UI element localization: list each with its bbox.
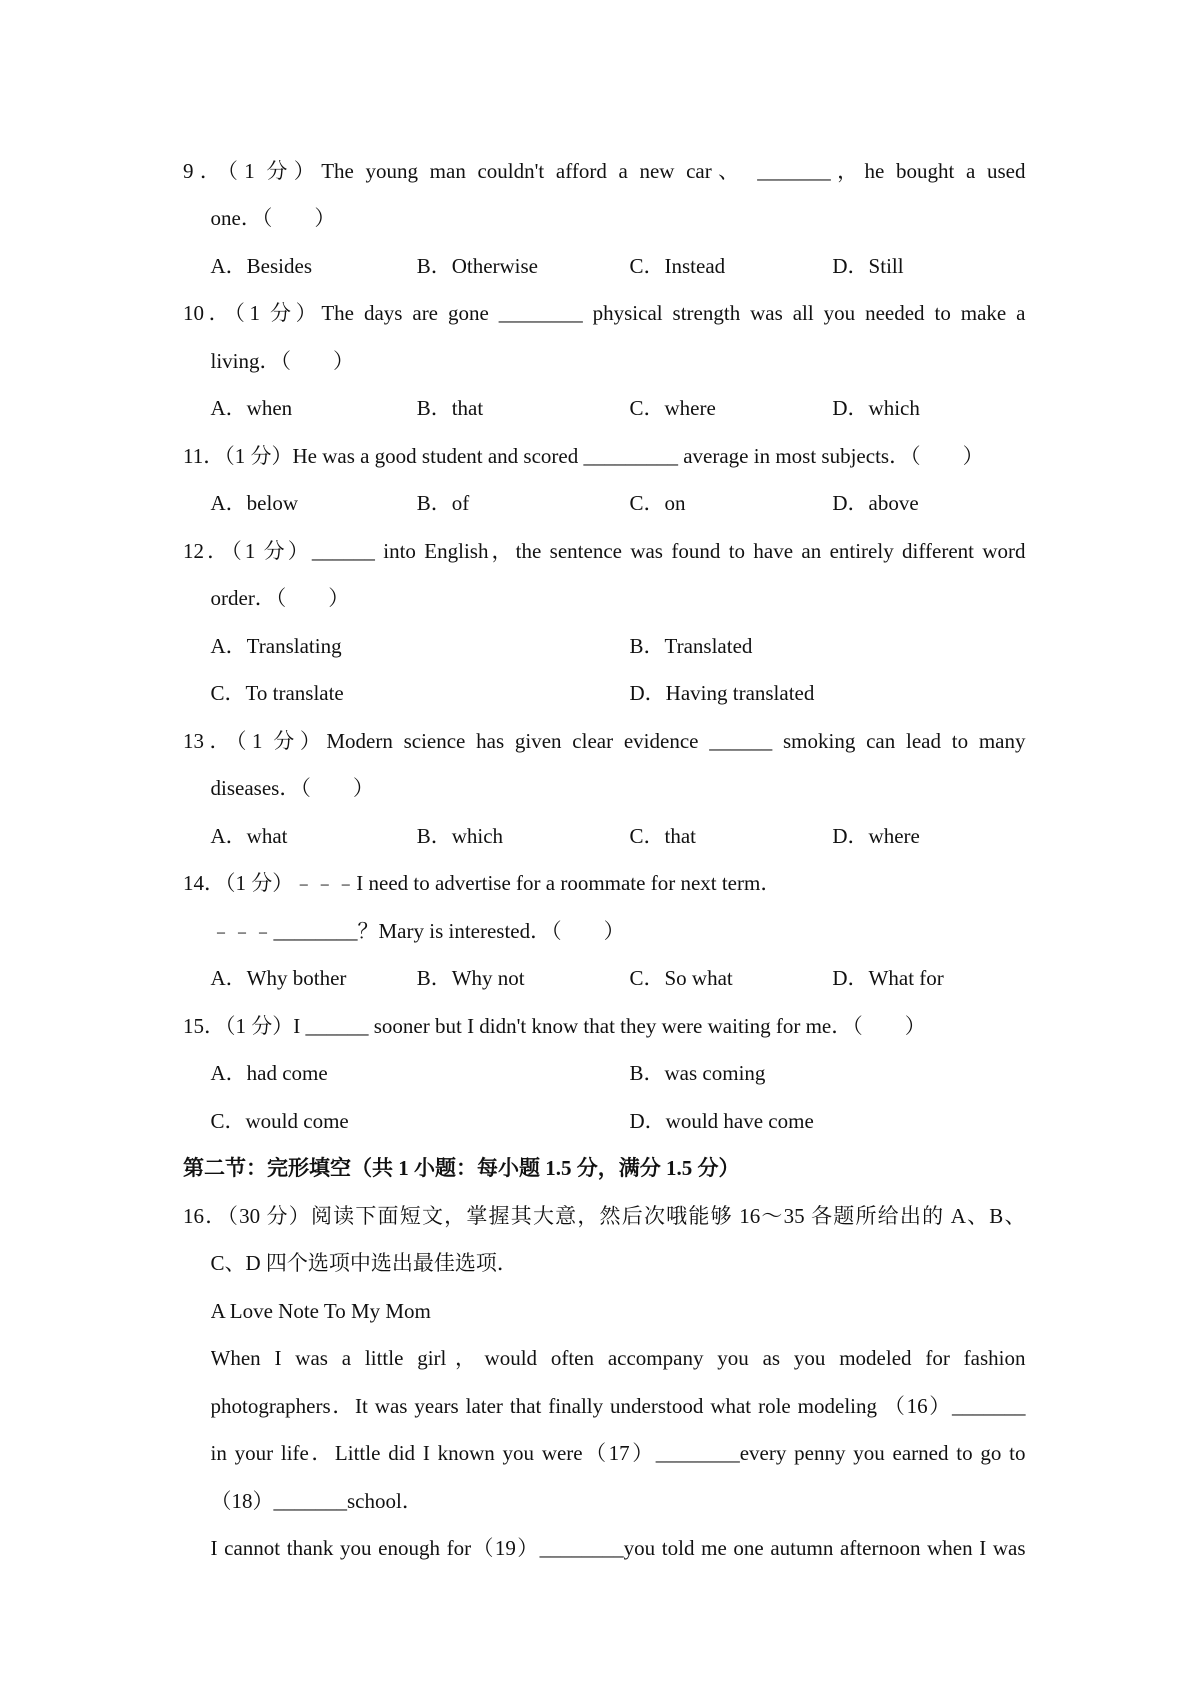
question-15-stem: 15．（1 分）I ______ sooner but I didn't know that they were waiting for me．（ ） [183,1013,926,1038]
option-a: A．Besides [210,253,312,278]
option-d: D．above [832,491,919,515]
option-a: A．what [210,823,288,848]
question-14-stem-continuation: ﹣﹣﹣________？Mary is interested．（ ） [210,918,625,943]
option-b: B．Why not [416,966,525,990]
option-a: A．below [210,491,298,515]
option-d: D．which [832,396,920,420]
option-b: B．Translated [629,633,753,658]
passage-line: photographers．It was years later that finally understood what role modeling （16）_______ [210,1393,1026,1418]
question-12-options-row-2 [183,670,1026,718]
option-a: A．when [210,396,293,420]
option-c: C．would come [210,1108,349,1133]
question-13-stem: 13．（1 分）Modern science has given clear evidence ______ smoking can lead to many [183,728,1026,753]
option-d: D．Still [832,253,904,278]
option-c: C．So what [629,966,733,990]
option-b: B．Otherwise [416,253,539,278]
question-15-options-row-2 [183,1098,1026,1146]
option-d: D．would have come [629,1108,814,1133]
option-a: A．Translating [210,633,342,658]
question-10-stem-continuation: living．（ ） [210,348,355,373]
question-15-options-row-1 [183,1050,1026,1098]
option-c: C．Instead [629,253,726,278]
question-11-stem: 11．（1 分）He was a good student and scored _________ average in most subjects．（ ） [183,443,984,468]
passage-line: in your life．Little did I known you were（17）________every penny you earned to go to [210,1441,1026,1465]
passage-line: （18）_______school． [210,1488,423,1513]
question-9-stem-continuation: one．（ ） [210,206,336,230]
option-c: C．To translate [210,681,344,705]
question-14-options [183,955,1026,1003]
option-b: B．was coming [629,1061,766,1085]
option-a: A．Why bother [210,966,347,990]
question-12-stem-continuation: order．（ ） [210,586,350,610]
exam-page [183,148,1026,1573]
section-heading: 第二节：完形填空（共 1 小题：每小题 1.5 分，满分 1.5 分） [183,1156,740,1180]
question-13-options [183,813,1026,861]
passage-line: When I was a little girl，would often accompany you as you modeled for fashion [210,1346,1026,1370]
question-10-stem: 10．（1 分）The days are gone ________ physical strength was all you needed to make a [183,301,1026,325]
question-13-stem-continuation: diseases．（ ） [210,776,374,800]
question-10-options [183,385,1026,433]
option-c: C．where [629,396,716,420]
option-c: C．on [629,491,686,515]
passage-line: I cannot thank you enough for（19）________you told me one autumn afternoon when I was [210,1536,1026,1560]
option-c: C．that [629,823,696,848]
question-14-stem: 14．（1 分）﹣﹣﹣I need to advertise for a roommate for next term． [183,871,782,895]
question-16-instructions-continuation: C、D 四个选项中选出最佳选项． [210,1251,518,1275]
option-d: D．Having translated [629,681,815,705]
option-d: D．where [832,823,920,848]
question-12-options-row-1 [183,623,1026,671]
option-a: A．had come [210,1061,328,1085]
passage-title: A Love Note To My Mom [210,1298,431,1323]
question-12-stem: 12．（1 分）______ into English，the sentence was found to have an entirely different word [183,538,1026,563]
option-b: B．which [416,823,504,848]
question-9-options [183,243,1026,291]
option-b: B．of [416,491,470,515]
question-16-instructions: 16．（30 分）阅读下面短文，掌握其大意，然后次哦能够 16～35 各题所给出的 A、B、 [183,1203,1026,1228]
question-9-stem: 9．（1 分）The young man couldn't afford a new car、 _______，he bought a used [183,158,1026,183]
option-d: D．What for [832,966,944,990]
option-b: B．that [416,396,484,420]
question-11-options [183,480,1026,528]
